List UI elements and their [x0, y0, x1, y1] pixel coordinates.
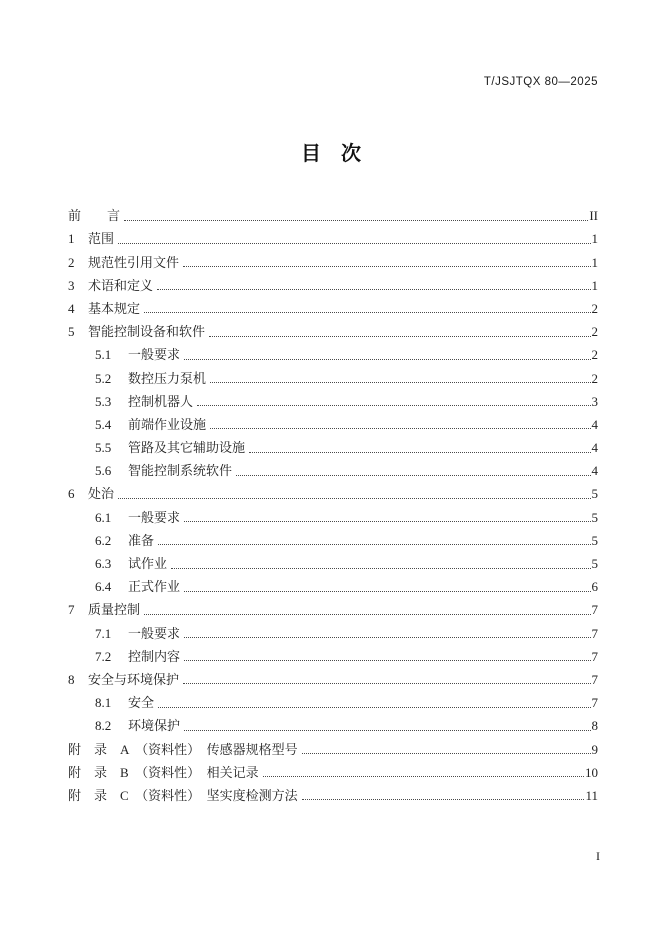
toc-entry-label: 附 录 C （资料性） 坚实度检测方法 [68, 787, 298, 803]
dot-leader [184, 660, 590, 661]
toc-entry [68, 642, 598, 665]
dot-leader [184, 521, 590, 522]
dot-leader [118, 243, 590, 244]
toc-entry [68, 618, 598, 641]
toc-entry [68, 271, 598, 294]
toc-entry-page: 5 [591, 556, 598, 571]
toc-entry-number: 6.4 [95, 579, 112, 595]
toc-entry-page: 2 [591, 347, 598, 363]
toc-entry-page: 4 [591, 416, 598, 432]
toc-entry-number: 8 [68, 671, 75, 687]
dot-leader [249, 452, 590, 453]
toc-entry-number: 7 [68, 602, 75, 618]
toc-entry-page: 6 [591, 579, 598, 595]
toc-entry-label: 智能控制系统软件 [128, 463, 233, 479]
toc-entry-page: 2 [591, 324, 598, 340]
toc-entry-page: 7 [591, 695, 598, 711]
dot-leader [184, 359, 590, 360]
toc-entry-number: 5.3 [95, 393, 112, 409]
toc-entry-label: 正式作业 [128, 579, 181, 595]
toc-entry [68, 526, 598, 549]
toc-entry [68, 201, 598, 224]
toc-entry-label: 质量控制 [88, 602, 141, 618]
toc-entry [68, 758, 598, 781]
toc-entry [68, 317, 598, 340]
toc-entry [68, 781, 598, 804]
toc-entry-label: 准备 [128, 532, 155, 548]
toc-entry-page: 3 [591, 393, 598, 409]
toc-entry-number: 5.5 [95, 440, 112, 456]
toc-entry [68, 387, 598, 410]
toc-entry-number: 6.2 [95, 532, 112, 548]
standard-code-header: T/JSJTQX 80—2025 [483, 76, 598, 88]
dot-leader [158, 707, 590, 708]
toc-entry-label: 术语和定义 [88, 277, 154, 293]
dot-leader [171, 568, 590, 569]
dot-leader [183, 683, 590, 684]
dot-leader [302, 799, 585, 800]
toc-entry-page: 1 [591, 277, 598, 293]
toc-entry-number: 8.2 [95, 718, 112, 734]
toc-entry-page: 7 [591, 671, 598, 687]
toc-entry-label: 安全 [128, 695, 155, 711]
toc-entry-label: 控制机器人 [128, 393, 194, 409]
toc-entry [68, 479, 598, 502]
toc-entry-label: 安全与环境保护 [88, 671, 180, 687]
toc-entry-label: 处治 [88, 486, 115, 502]
toc-entry-label: 管路及其它辅助设施 [128, 440, 246, 456]
dot-leader [183, 266, 590, 267]
toc-entry-number: 6.1 [95, 509, 112, 525]
toc-entry [68, 410, 598, 433]
dot-leader [184, 591, 590, 592]
toc-entry [68, 595, 598, 618]
toc-entry [68, 734, 598, 757]
toc-entry-label: 一般要求 [128, 625, 181, 641]
toc-entry-label: 一般要求 [128, 347, 181, 363]
toc-entry-number: 8.1 [95, 695, 112, 711]
toc-entry [68, 665, 598, 688]
toc-entry-label: 附 录 A （资料性） 传感器规格型号 [68, 741, 298, 757]
toc-entry-page: 5 [591, 486, 598, 502]
toc-entry-number: 7.2 [95, 648, 112, 664]
toc-entry [68, 247, 598, 270]
toc-entry-page: 2 [591, 370, 598, 386]
dot-leader [197, 405, 590, 406]
toc-entry-page: II [589, 208, 598, 224]
toc-entry [68, 224, 598, 247]
toc-entry [68, 363, 598, 386]
toc-entry [68, 294, 598, 317]
toc-entry-page: 4 [591, 463, 598, 479]
toc-entry-number: 3 [68, 277, 75, 293]
toc-entry-label: 智能控制设备和软件 [88, 324, 206, 340]
toc-entry-number: 5.4 [95, 416, 112, 432]
toc-entry-label: 一般要求 [128, 509, 181, 525]
toc-entry [68, 456, 598, 479]
toc-entry-number: 6.3 [95, 556, 112, 571]
dot-leader [144, 614, 590, 615]
dot-leader [184, 637, 590, 638]
dot-leader [302, 753, 591, 754]
toc-entry-number: 1 [68, 231, 75, 247]
toc-entry-number: 5.1 [95, 347, 112, 363]
toc-entry-page: 7 [591, 625, 598, 641]
dot-leader [209, 336, 590, 337]
toc-entry-number: 4 [68, 300, 75, 316]
toc-entry-label: 环境保护 [128, 718, 181, 734]
toc-entry-page: 1 [591, 231, 598, 247]
toc-entry-label: 基本规定 [88, 300, 141, 316]
toc-entry-page: 5 [591, 509, 598, 525]
toc-entry-number: 6 [68, 486, 75, 502]
toc-list [68, 201, 598, 804]
toc-entry [68, 340, 598, 363]
toc-entry-label: 数控压力泵机 [128, 370, 207, 386]
toc-entry-page: 9 [591, 741, 598, 757]
dot-leader [236, 475, 590, 476]
toc-entry-page: 7 [591, 602, 598, 618]
toc-entry [68, 549, 598, 572]
dot-leader [210, 428, 590, 429]
dot-leader [124, 220, 588, 221]
toc-entry-label: 附 录 B （资料性） 相关记录 [68, 764, 259, 780]
dot-leader [263, 776, 584, 777]
dot-leader [210, 382, 590, 383]
toc-entry-number: 5.2 [95, 370, 112, 386]
toc-entry-page: 1 [591, 254, 598, 270]
toc-entry-label: 范围 [88, 231, 115, 247]
page-title: 目 次 [301, 143, 361, 165]
toc-entry-page: 11 [585, 787, 598, 803]
toc-entry-label: 试作业 [128, 556, 168, 571]
toc-entry [68, 688, 598, 711]
dot-leader [157, 289, 590, 290]
toc-entry-label: 控制内容 [128, 648, 181, 664]
toc-entry-page: 10 [585, 764, 598, 780]
toc-entry-page: 2 [591, 300, 598, 316]
toc-entry [68, 711, 598, 734]
toc-entry-label: 前端作业设施 [128, 416, 207, 432]
footer-page-number: I [596, 849, 600, 863]
dot-leader [184, 730, 590, 731]
toc-entry-label: 规范性引用文件 [88, 254, 180, 270]
toc-entry-page: 7 [591, 648, 598, 664]
toc-entry [68, 433, 598, 456]
dot-leader [144, 312, 590, 313]
dot-leader [118, 498, 590, 499]
toc-entry [68, 502, 598, 525]
toc-entry-label: 前 言 [68, 208, 121, 224]
toc-entry [68, 572, 598, 595]
toc-entry-number: 2 [68, 254, 75, 270]
toc-entry-page: 4 [591, 440, 598, 456]
toc-entry-page: 5 [591, 532, 598, 548]
toc-entry-page: 8 [591, 718, 598, 734]
toc-entry-number: 7.1 [95, 625, 112, 641]
toc-entry-number: 5.6 [95, 463, 112, 479]
toc-entry-number: 5 [68, 324, 75, 340]
dot-leader [158, 544, 590, 545]
